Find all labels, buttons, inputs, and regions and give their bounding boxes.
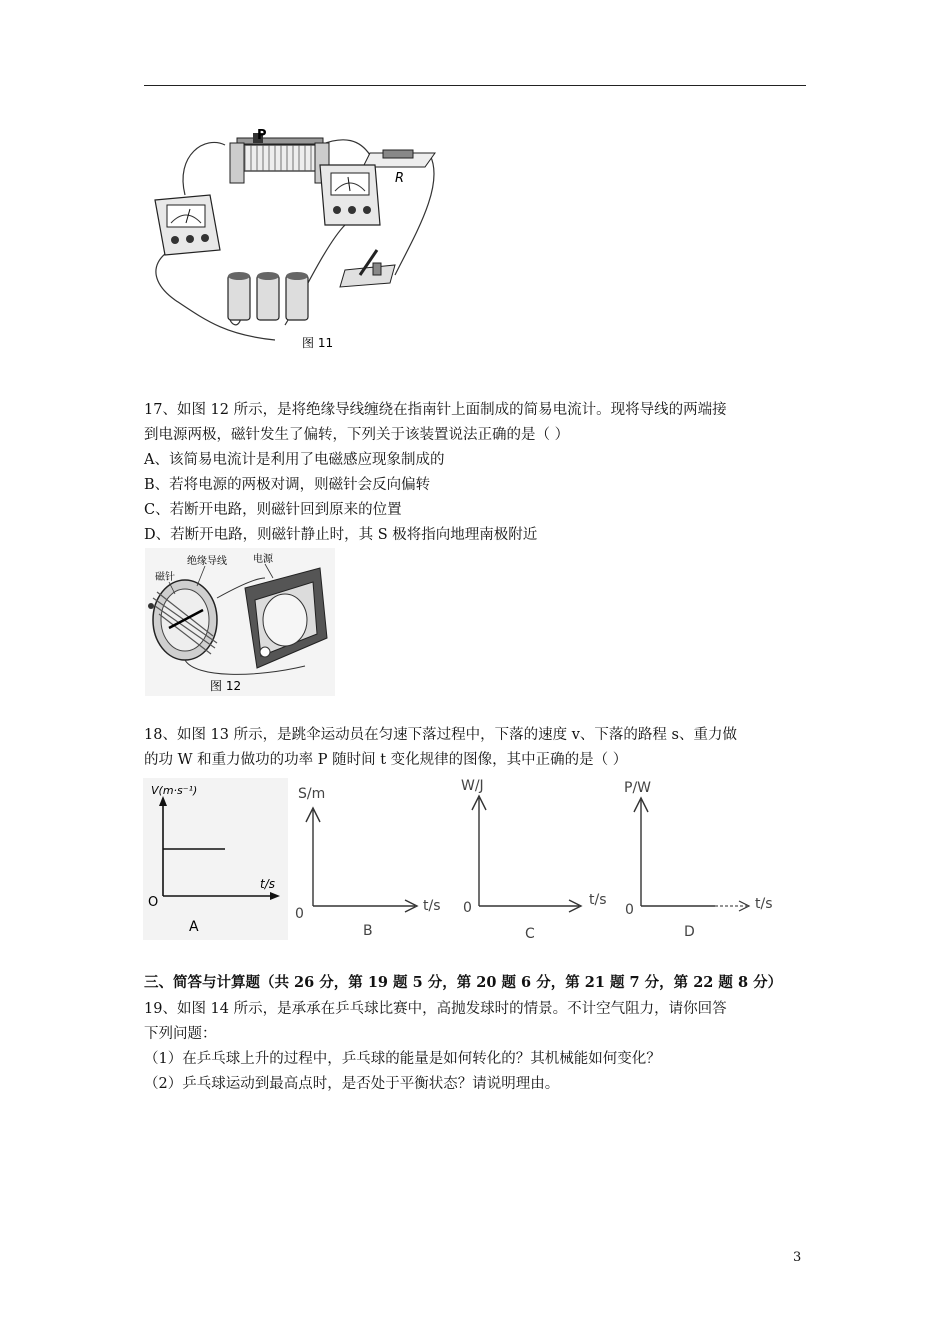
label-insulated-wire: 绝缘导线 [187,556,227,567]
graph-b-origin: 0 [295,906,304,922]
figure-11-circuit [145,125,445,355]
graph-c-origin: 0 [463,900,472,916]
graph-b-letter: B [363,923,373,939]
page-number: 3 [793,1250,802,1265]
graph-c-ylabel: W/J [461,778,484,794]
graph-c-xlabel: t/s [589,892,607,908]
graph-a-letter: A [189,919,199,935]
figure-13-graphs [143,778,808,943]
graph-d-letter: D [684,924,695,940]
q17-option-d: D、若断开电路，则磁针静止时，其 S 极将指向地理南极附近 [144,527,538,543]
label-r: R [395,171,405,186]
graph-b [295,786,441,939]
figure-11-caption: 图 11 [302,336,334,350]
q18-stem-line1: 18、如图 13 所示，是跳伞运动员在匀速下落过程中，下落的速度 v、下落的路程 s、重力做 [144,727,737,743]
graph-d-ylabel: P/W [624,780,652,796]
q19-sub2: （2）乒乓球运动到最高点时，是否处于平衡状态？请说明理由。 [144,1076,560,1092]
graph-d-origin: 0 [625,902,634,918]
graph-a-ylabel: V(m·s⁻¹) [151,784,198,797]
graph-d-xlabel: t/s [755,896,773,912]
q17-stem-line1: 17、如图 12 所示，是将绝缘导线缠绕在指南针上面制成的简易电流计。现将导线的两端接 [144,402,727,418]
label-needle: 磁针 [155,572,175,583]
graph-b-ylabel: S/m [298,786,326,802]
figure-12-caption: 图 12 [210,679,242,693]
graph-c-letter: C [525,926,535,942]
graph-a-origin: O [148,895,159,910]
figure-12-galvanometer [145,548,335,696]
q19-stem-line2: 下列问题： [144,1026,217,1042]
header-rule [144,85,806,86]
q17-option-a: A、该简易电流计是利用了电磁感应现象制成的 [144,452,445,468]
label-power-supply: 电源 [253,554,273,565]
q17-stem-line2: 到电源两极，磁针发生了偏转，下列关于该装置说法正确的是（ ） [144,427,570,443]
graph-a-xlabel: t/s [260,877,275,891]
label-p: P [257,128,267,143]
graph-b-xlabel: t/s [423,898,441,914]
graph-d [624,780,773,940]
q17-option-b: B、若将电源的两极对调，则磁针会反向偏转 [144,477,431,493]
graph-c [461,778,607,942]
q19-stem-line1: 19、如图 14 所示，是承承在乒乓球比赛中，高抛发球时的情景。不计空气阻力，请你回答 [144,1001,727,1017]
q17-option-c: C、若断开电路，则磁针回到原来的位置 [144,502,402,518]
q18-stem-line2: 的功 W 和重力做功的功率 P 随时间 t 变化规律的图像，其中正确的是（ ） [144,752,628,768]
section-3-heading: 三、简答与计算题（共 26 分，第 19 题 5 分，第 20 题 6 分，第 21 题 7 分，第 22 题 8 分） [144,974,783,991]
q19-sub1: （1）在乒乓球上升的过程中，乒乓球的能量是如何转化的？其机械能如何变化？ [144,1051,661,1067]
